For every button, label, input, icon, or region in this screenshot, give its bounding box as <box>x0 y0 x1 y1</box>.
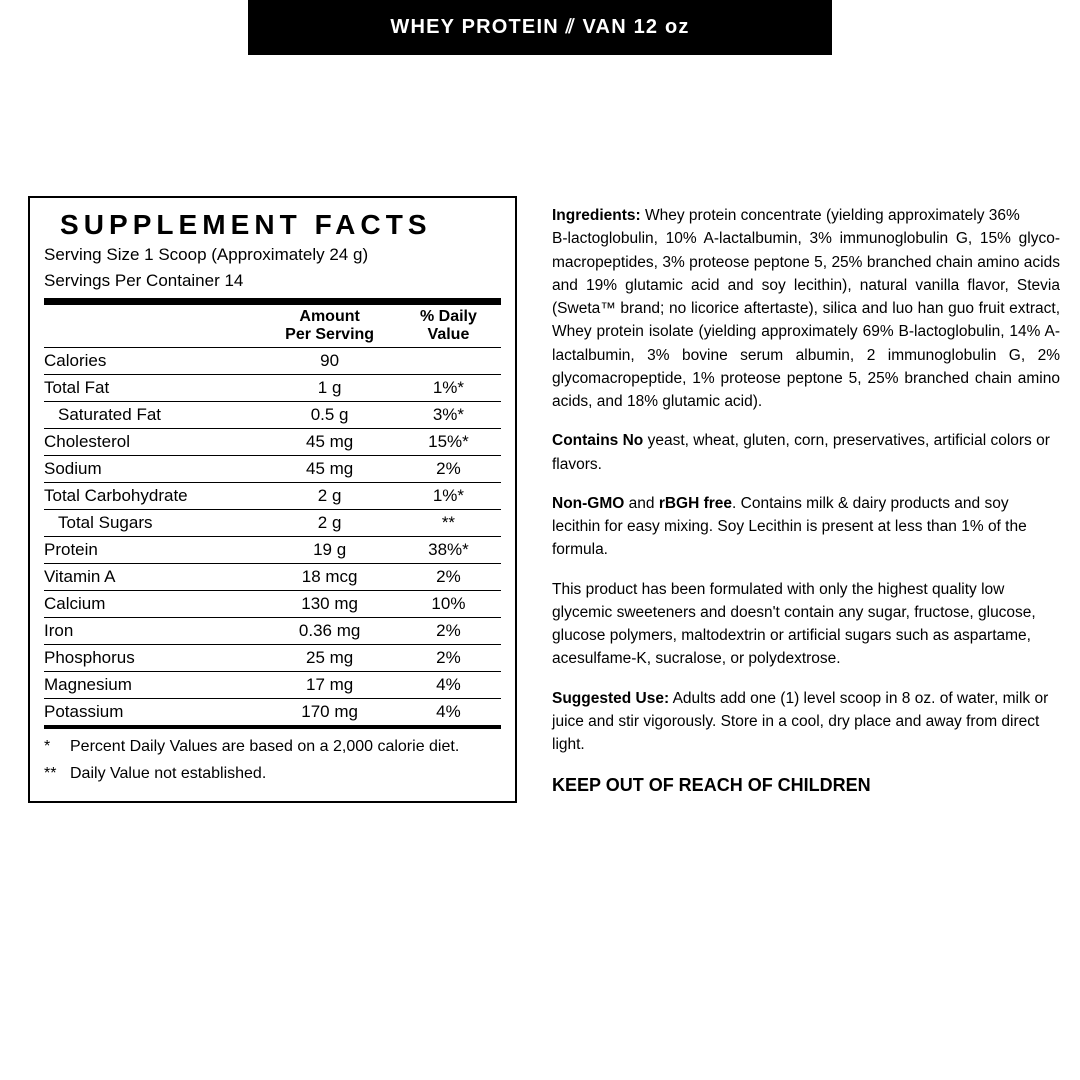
nutrient-daily-value: ** <box>396 510 501 537</box>
nutrient-amount: 0.5 g <box>263 402 396 429</box>
supplement-facts-title: SUPPLEMENT FACTS <box>60 209 432 240</box>
nutrient-amount: 170 mg <box>263 699 396 726</box>
nutrient-name: Magnesium <box>44 672 263 699</box>
nutrient-amount: 0.36 mg <box>263 618 396 645</box>
table-row <box>44 375 501 402</box>
nutrient-amount: 2 g <box>263 510 396 537</box>
table-row <box>44 672 501 699</box>
nutrient-name: Vitamin A <box>44 564 263 591</box>
nutrient-amount: 1 g <box>263 375 396 402</box>
nutrient-amount: 130 mg <box>263 591 396 618</box>
ingredients-intro: Whey protein concentrate (yielding approximately 36% <box>640 207 1020 224</box>
rbgh-free-label: rBGH free <box>658 494 733 512</box>
ingredients-label: Ingredients: <box>552 207 641 224</box>
nutrient-daily-value: 10% <box>396 591 501 618</box>
table-row <box>44 429 501 456</box>
table-row <box>44 348 501 375</box>
page-title: WHEY PROTEIN ⫽ VAN 12 oz <box>390 16 690 38</box>
ingredients-body: B-lactoglobulin, 10% A-lactalbumin, 3% immunoglobulin G, 15% glyco-macropeptides, 3% proteose peptone 5, 25% branched chain amino acids and 19% glutamic acid and soy lecithin), natural vanilla flavor, Stevia (Sweta™ brand; no licorice aftertaste), silica and luo han guo fruit extract, Whey protein isolate (yielding approximately 69% B-lactoglobulin, 14% A-lactalbumin, 3% bovine serum albumin, 2 immunoglobulin G, 2% glycomacropeptide, 1% proteose peptone 5, 25% branched chain amino acids, and 18% glutamic acid). <box>552 230 1060 410</box>
header-daily-value <box>396 305 501 348</box>
nutrient-name: Protein <box>44 537 263 564</box>
nutrient-amount: 17 mg <box>263 672 396 699</box>
nutrient-name: Total Carbohydrate <box>44 483 263 510</box>
nutrient-amount: 90 <box>263 348 396 375</box>
nutrient-amount: 18 mcg <box>263 564 396 591</box>
serving-size: Serving Size 1 Scoop (Approximately 24 g) <box>44 244 369 264</box>
nutrient-daily-value: 4% <box>396 672 501 699</box>
header-banner <box>248 0 832 55</box>
nutrient-name: Potassium <box>44 699 263 726</box>
nutrient-amount: 19 g <box>263 537 396 564</box>
table-row <box>44 699 501 726</box>
footnote-marker: ** <box>44 765 57 783</box>
table-row <box>44 510 501 537</box>
table-row <box>44 618 501 645</box>
footnotes <box>44 729 501 785</box>
header-blank <box>44 305 263 348</box>
table-header-row <box>44 305 501 348</box>
supplement-facts-panel <box>28 196 517 803</box>
nutrient-amount: 45 mg <box>263 456 396 483</box>
table-row <box>44 564 501 591</box>
non-gmo-paragraph <box>552 492 1060 562</box>
nutrient-name: Calcium <box>44 591 263 618</box>
footnote-marker: * <box>44 738 51 756</box>
nutrient-daily-value: 2% <box>396 618 501 645</box>
nutrient-name: Phosphorus <box>44 645 263 672</box>
nutrient-daily-value: 2% <box>396 456 501 483</box>
contains-no-text: yeast, wheat, gluten, corn, preservatives, artificial colors or flavors. <box>552 432 1050 473</box>
keep-out-of-reach-warning: KEEP OUT OF REACH OF CHILDREN <box>552 775 871 796</box>
nutrient-daily-value: 1%* <box>396 375 501 402</box>
nutrient-amount: 2 g <box>263 483 396 510</box>
servings-per-container: Servings Per Container 14 <box>44 270 244 290</box>
ingredients-paragraph <box>552 204 1060 413</box>
nutrient-daily-value: 15%* <box>396 429 501 456</box>
nutrient-daily-value: 2% <box>396 564 501 591</box>
nutrient-name: Total Sugars <box>44 510 263 537</box>
suggested-use-label: Suggested Use: <box>552 689 670 707</box>
table-row <box>44 402 501 429</box>
contains-no-paragraph <box>552 429 1060 476</box>
formulation-paragraph: This product has been formulated with only the highest quality low glycemic sweeteners and doesn't contain any sugar, fructose, glucose, glucose polymers, maltodextrin or artificial sugars such as aspartame, acesulfame-K, sucralose, or polydextrose. <box>552 580 1036 668</box>
header-dv-line1: % Daily <box>419 307 477 325</box>
non-gmo-text: . Contains milk & dairy products and soy lecithin for easy mixing. Soy Lecithin is present at less than 1% of the formula. <box>552 494 1027 559</box>
nutrient-amount: 45 mg <box>263 429 396 456</box>
nutrient-name: Iron <box>44 618 263 645</box>
table-row <box>44 537 501 564</box>
nutrient-name: Total Fat <box>44 375 263 402</box>
header-amount <box>263 305 396 348</box>
nutrient-daily-value <box>396 348 501 375</box>
nutrient-name: Calories <box>44 348 263 375</box>
nutrient-daily-value: 4% <box>396 699 501 726</box>
footnote <box>44 737 501 758</box>
header-amount-line2: Per Serving <box>285 326 375 344</box>
suggested-use-paragraph <box>552 687 1060 757</box>
contains-no-label: Contains No <box>552 432 644 450</box>
table-row <box>44 483 501 510</box>
footnote-text: Percent Daily Values are based on a 2,000 calorie diet. <box>70 738 460 756</box>
nutrient-amount: 25 mg <box>263 645 396 672</box>
header-dv-line2: Value <box>427 326 470 344</box>
nutrition-table <box>44 305 501 726</box>
header-amount-line1: Amount <box>299 307 360 325</box>
nutrient-daily-value: 2% <box>396 645 501 672</box>
nutrient-daily-value: 3%* <box>396 402 501 429</box>
table-row <box>44 456 501 483</box>
ingredients-column <box>552 204 1060 815</box>
non-gmo-label: Non-GMO <box>552 494 625 512</box>
non-gmo-mid: and <box>624 494 659 512</box>
table-row <box>44 645 501 672</box>
nutrient-name: Sodium <box>44 456 263 483</box>
table-row <box>44 591 501 618</box>
nutrient-daily-value: 38%* <box>396 537 501 564</box>
footnote-text: Daily Value not established. <box>70 765 267 783</box>
nutrient-daily-value: 1%* <box>396 483 501 510</box>
footnote <box>44 764 501 785</box>
nutrient-name: Saturated Fat <box>44 402 263 429</box>
nutrient-name: Cholesterol <box>44 429 263 456</box>
divider-thick-top <box>44 298 501 305</box>
suggested-use-text: Adults add one (1) level scoop in 8 oz. of water, milk or juice and stir vigorously. Store in a cool, dry place and away from direct light. <box>552 689 1049 753</box>
